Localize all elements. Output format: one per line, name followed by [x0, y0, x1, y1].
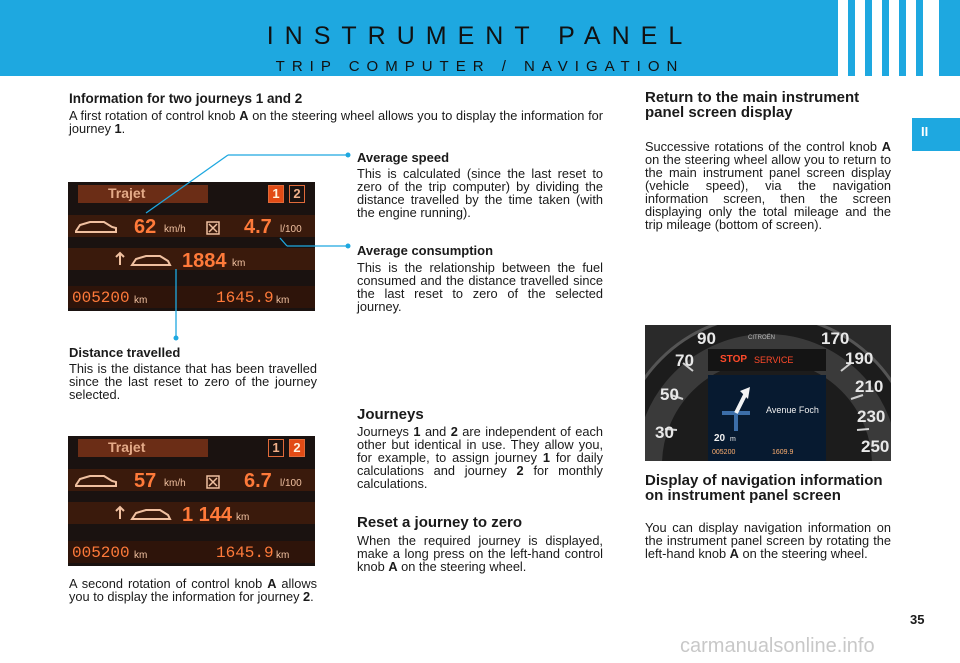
- service-warning: SERVICE: [754, 355, 794, 365]
- journey-number: 1: [542, 450, 550, 465]
- distance-value: 1884: [182, 250, 227, 272]
- distance-value: 1 144: [182, 504, 233, 526]
- return-heading: Return to the main instrument panel screen display: [645, 89, 860, 121]
- consumption-unit: l/100: [280, 224, 302, 235]
- warning-strip: [708, 335, 826, 371]
- info-heading: Information for two journeys 1 and 2: [69, 91, 303, 106]
- nav-distance-unit: m: [730, 436, 736, 443]
- street-name: Avenue Foch: [766, 405, 819, 415]
- nav-text-b: on the steering wheel.: [742, 546, 868, 561]
- reset-heading: Reset a journey to zero: [357, 514, 523, 531]
- scale-210: 210: [855, 377, 884, 396]
- consumption-unit: l/100: [280, 478, 302, 489]
- scale-50: 50: [660, 385, 679, 404]
- speedometer-navigation-image: [645, 325, 891, 461]
- brand-label: CITROËN: [748, 335, 775, 341]
- car-icon: [74, 473, 118, 489]
- journey-tab-1: 1: [268, 439, 284, 457]
- journeys-text-e: for monthly calculations.: [357, 463, 603, 491]
- journeys-text-a: Journeys: [357, 424, 409, 439]
- gauge-trip: 1609.9: [772, 449, 794, 456]
- journeys-text-c: are independent of each other but identical in use. They allow you, for example, to assign journey: [357, 424, 603, 465]
- speed-unit: km/h: [164, 478, 186, 489]
- journeys-text-d: for daily calculations and journey: [357, 450, 603, 478]
- journey-number: 1: [413, 424, 421, 439]
- info-text-a: A first rotation of control knob: [69, 108, 236, 123]
- page-title: INSTRUMENT PANEL: [266, 22, 694, 50]
- knob-label: A: [881, 139, 892, 154]
- trip-value: 1645.9: [216, 544, 274, 562]
- journey-tab-1: 1: [268, 185, 284, 203]
- reset-text-b: on the steering wheel.: [401, 559, 527, 574]
- scale-70: 70: [675, 351, 694, 370]
- direction-arrow-icon: [716, 383, 756, 433]
- distance-text: This is the distance that has been travelled since the last reset to zero of the journey selected.: [69, 361, 317, 402]
- return-text-a: Successive rotations of the control knob: [645, 139, 878, 154]
- trip-unit: km: [276, 550, 290, 561]
- knob-label: A: [729, 546, 739, 561]
- knob-label: A: [267, 576, 277, 591]
- average-consumption-value: 6.7: [244, 470, 272, 492]
- journey-tab-2: 2: [289, 185, 305, 203]
- watermark: carmanualsonline.info: [680, 635, 875, 657]
- navigation-screen: [708, 375, 826, 461]
- distance-unit: km: [232, 258, 246, 269]
- journeys-text: [357, 425, 603, 490]
- scale-250: 250: [861, 437, 890, 456]
- reset-text-a: When the required journey is displayed, make a long press on the left-hand control knob: [357, 533, 603, 574]
- journey-number: 2: [516, 463, 524, 478]
- reset-text: [357, 534, 603, 573]
- second-text-b: allows you to display the information for journey: [69, 576, 317, 604]
- knob-label: A: [388, 559, 398, 574]
- scale-190: 190: [845, 349, 874, 368]
- journey-number: 1: [114, 121, 122, 136]
- knob-label: A: [239, 108, 249, 123]
- info-text: A first rotation of control knob A on the steering wheel allows you to display the information for journey 1.: [69, 108, 604, 136]
- car-distance-icon: [114, 505, 172, 523]
- odometer-unit: km: [134, 550, 148, 561]
- average-consumption-value: 4.7: [244, 216, 272, 238]
- nav-text-a: You can display navigation information on the instrument panel screen by rotating the left-hand knob: [645, 520, 891, 561]
- display-title: Trajet: [78, 185, 208, 203]
- nav-text: [645, 521, 891, 560]
- second-rotation-text: A second rotation of control knob A allows you to display the information for journey 2.: [69, 576, 317, 604]
- distance-heading: Distance travelled: [69, 345, 181, 360]
- scale-90: 90: [697, 329, 716, 348]
- scale-30: 30: [655, 423, 674, 442]
- stop-warning: STOP: [720, 354, 748, 365]
- journey-number: 2: [450, 424, 458, 439]
- distance-unit: km: [236, 512, 250, 523]
- avg-speed-heading: Average speed: [357, 150, 450, 165]
- trip-unit: km: [276, 295, 290, 306]
- speed-unit: km/h: [164, 224, 186, 235]
- nav-distance: 20: [714, 433, 726, 444]
- journey-tab-2: 2: [289, 439, 305, 457]
- return-text-b: on the steering wheel allow you to return to the main instrument panel screen display (vehicle speed), via the navigation information screen, then the screen displaying only the total mileage and the trip mileage (bottom of screen).: [645, 152, 891, 232]
- second-text-a: A second rotation of control knob: [69, 576, 263, 591]
- avg-speed-text: This is calculated (since the last reset to zero of the trip computer) by dividing the distance travelled by the time taken (with the engine running).: [357, 166, 603, 220]
- odometer-value: 005200: [72, 289, 130, 307]
- average-speed-value: 62: [134, 216, 157, 238]
- nav-heading: Display of navigation information on instrument panel screen: [645, 472, 883, 504]
- journey-number: 2: [303, 589, 311, 604]
- odometer-unit: km: [134, 295, 148, 306]
- journeys-heading: Journeys: [357, 406, 424, 423]
- page-number: 35: [910, 612, 925, 627]
- trip-display-journey-2: [68, 436, 315, 566]
- journeys-text-b: and: [424, 424, 447, 439]
- info-text-b: on the steering wheel allows you to display the information for journey: [69, 108, 604, 136]
- gauge-odometer: 005200: [712, 449, 736, 456]
- average-speed-value: 57: [134, 470, 157, 492]
- trip-value: 1645.9: [216, 289, 274, 307]
- page-subtitle: TRIP COMPUTER / NAVIGATION: [275, 58, 685, 75]
- chapter-tab: II: [912, 118, 960, 151]
- avg-consumption-heading: Average consumption: [357, 243, 494, 258]
- display-title: Trajet: [78, 439, 208, 457]
- avg-consumption-text: This is the relationship between the fuel consumed and the distance travelled since the last reset to zero of the selected journey.: [357, 260, 603, 314]
- scale-170: 170: [821, 329, 850, 348]
- return-text: [645, 140, 891, 231]
- scale-230: 230: [857, 407, 886, 426]
- fuel-icon: [205, 474, 221, 490]
- odometer-value: 005200: [72, 544, 130, 562]
